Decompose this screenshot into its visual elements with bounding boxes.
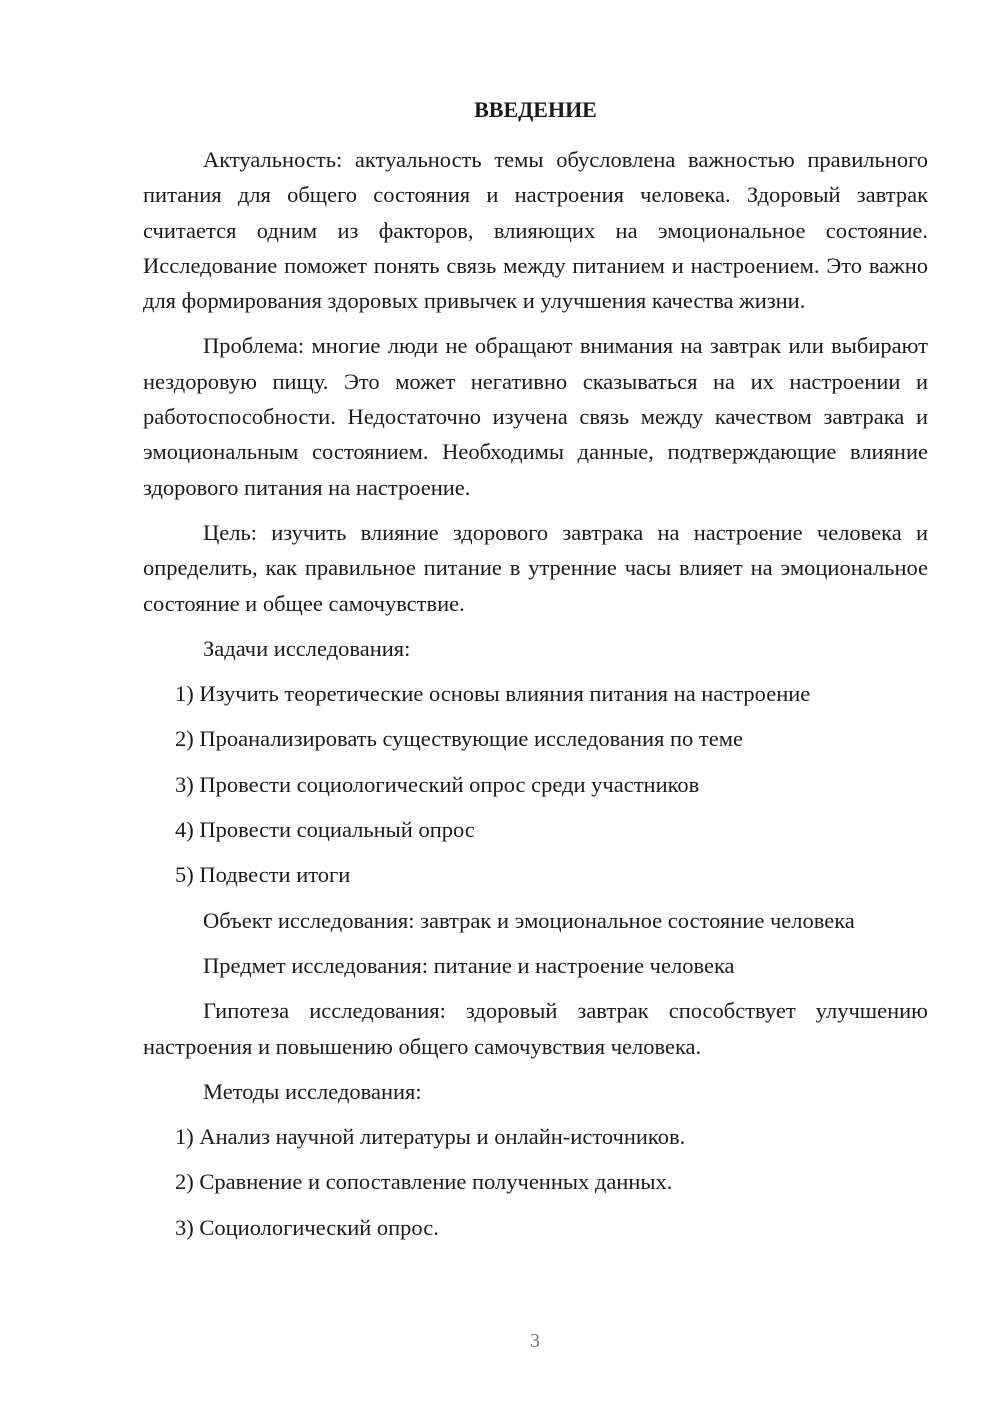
hypothesis-paragraph: Гипотеза исследования: здоровый завтрак способствует улучшению настроения и повышению общего самочувствия человека.: [143, 998, 928, 1059]
task-item: 4) Провести социальный опрос: [175, 817, 475, 843]
methods-heading: Методы исследования:: [203, 1078, 422, 1104]
task-item: 1) Изучить теоретические основы влияния питания на настроение: [175, 681, 811, 707]
method-item: 1) Анализ научной литературы и онлайн-источников.: [175, 1124, 686, 1150]
tasks-list: [143, 676, 928, 892]
method-item: 2) Сравнение и сопоставление полученных данных.: [175, 1169, 673, 1195]
task-item: 2) Проанализировать существующие исследования по теме: [175, 726, 743, 752]
goal-paragraph: Цель: изучить влияние здорового завтрака на настроение человека и определить, как правильное питание в утренние часы влияет на эмоциональное состояние и общее самочувствие.: [143, 519, 928, 616]
relevance-paragraph: Актуальность: актуальность темы обусловлена важностью правильного питания для общего состояния и настроения человека. Здоровый завтрак считается одним из факторов, влияющих на эмоциональное состояние. Исследование поможет понять связь между питанием и настроением. Это важно для формирования здоровых привычек и улучшения качества жизни.: [143, 147, 928, 314]
document-page: [143, 90, 928, 1255]
tasks-heading: Задачи исследования:: [203, 635, 411, 661]
problem-paragraph: Проблема: многие люди не обращают внимания на завтрак или выбирают нездоровую пищу. Это может негативно сказываться на их настроении и работоспособности. Недостаточно изучена связь между качеством завтрака и эмоциональным состоянием. Необходимы данные, подтверждающие влияние здорового питания на настроение.: [143, 333, 928, 500]
methods-list: [143, 1119, 928, 1245]
task-item: 5) Подвести итоги: [175, 862, 351, 888]
task-item: 3) Провести социологический опрос среди участников: [175, 771, 700, 797]
method-item: 3) Социологический опрос.: [175, 1214, 439, 1240]
subject-line: Предмет исследования: питание и настроение человека: [203, 952, 735, 978]
object-line: Объект исследования: завтрак и эмоциональное состояние человека: [203, 907, 855, 933]
page-title: ВВЕДЕНИЕ: [474, 97, 597, 122]
page-number: 3: [530, 1330, 540, 1352]
